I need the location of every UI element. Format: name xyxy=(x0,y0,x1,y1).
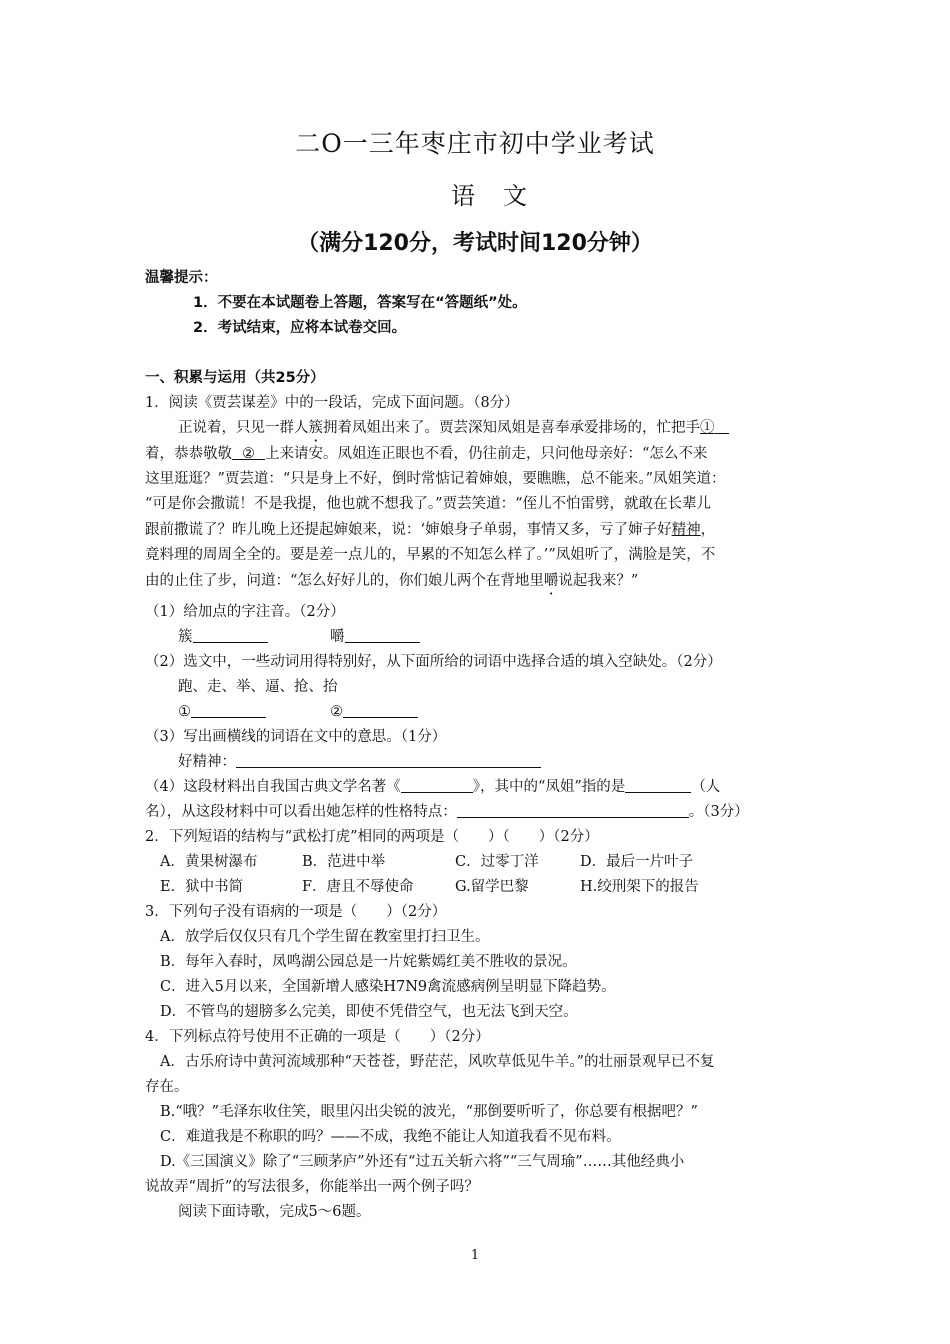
tips-heading: 温馨提示： xyxy=(145,270,218,286)
q1-sub1-answer-2: 嚼 xyxy=(330,627,420,647)
q1-passage-line-2: 着，恭恭敬敬 ② 上来请安。凤姐连正眼也不看，仍往前走，只问他母亲好：“怎么不来 xyxy=(145,446,708,462)
q1-sub2-answer-1: ① xyxy=(178,702,266,722)
q3-stem: 3．下列句子没有语病的一项是（ ）（2分） xyxy=(145,904,447,920)
q1-sub3-answer: 好精神： xyxy=(178,752,541,772)
q1-passage-line-7: 由的止住了步，问道：“怎么好好儿的，你们娘儿两个在背地里嚼说起我来？” xyxy=(145,573,639,589)
q4-stem: 4．下列标点符号使用不正确的一项是（ ）（2分） xyxy=(145,1029,490,1045)
q4-option-a-line-1: A．古乐府诗中黄河流域那种“天苍苍，野茫茫，风吹草低见牛羊。”的壮丽景观早已不复 xyxy=(160,1054,715,1070)
q1-sub1-question: （1）给加点的字注音。（2分） xyxy=(145,604,345,620)
q1-sub4-line-1: （4）这段材料出自我国古典文学名著《 》，其中的“凤姐”指的是 （人 xyxy=(145,779,721,795)
underlined-word: 精神 xyxy=(671,522,701,538)
page-number: 1 xyxy=(470,1248,480,1263)
q2-option-c: C．过零丁洋 xyxy=(455,854,539,870)
q3-option-a: A．放学后仅仅只有几个学生留在教室里打扫卫生。 xyxy=(160,929,490,945)
q2-option-f: F．唐且不辱使命 xyxy=(302,879,414,895)
blank-marker-1: ① xyxy=(700,420,715,436)
q4-option-a-line-2: 存在。 xyxy=(145,1079,189,1095)
reading-prompt: 阅读下面诗歌，完成5～6题。 xyxy=(178,1204,371,1220)
q1-passage-line-3: 这里逛逛？”贾芸道：“只是身上不好，倒时常惦记着婶娘，要瞧瞧，总不能来。”凤姐笑道： xyxy=(145,471,726,487)
q2-option-a: A．黄果树瀑布 xyxy=(160,854,258,870)
q1-sub2-words: 跑、走、举、逼、抢、抬 xyxy=(178,679,338,695)
q1-sub4-line-2: 名），从这段材料中可以看出她怎样的性格特点： 。（3分） xyxy=(145,804,749,820)
q2-stem: 2．下列短语的结构与“武松打虎”相同的两项是（ ）（ ）（2分） xyxy=(145,829,599,845)
q4-option-d-line-2: 说故弄“周折”的写法很多，你能举出一两个例子吗？ xyxy=(145,1179,479,1195)
q3-option-b: B．每年入春时，凤鸣湖公园总是一片姹紫嫣红美不胜收的景况。 xyxy=(160,954,577,970)
q3-option-c: C．进入5月以来，全国新增人感染H7N9禽流感病例呈明显下降趋势。 xyxy=(160,979,616,995)
dotted-char-cu: 簇 xyxy=(308,420,323,436)
q1-sub3-question: （3）写出画横线的词语在文中的意思。（1分） xyxy=(145,729,447,745)
q1-passage-line-5: 跟前撒谎了？昨儿晚上还提起婶娘来，说：‘婶娘身子单弱，事情又多，亏了婶子好精神， xyxy=(145,522,716,538)
dotted-char-jiao: 嚼 xyxy=(543,573,559,589)
q4-option-d-line-1: D.《三国演义》除了“三顾茅庐”外还有“过五关斩六将”“三气周瑜”……其他经典小 xyxy=(160,1154,685,1170)
q2-option-b: B．范进中举 xyxy=(302,854,386,870)
q1-passage-line-4: “可是你会撒谎！不是我提，他也就不想我了。”贾芸笑道：“侄儿不怕雷劈，就敢在长辈儿 xyxy=(145,496,711,512)
q1-passage-line-1: 正说着，只见一群人簇拥着凤姐出来了。贾芸深知凤姐是喜奉承爱排场的，忙把手① xyxy=(178,418,729,438)
q1-stem: 1．阅读《贾芸谋差》中的一段话，完成下面问题。（8分） xyxy=(145,395,519,411)
tip-item-2: 2．考试结束，应将本试卷交回。 xyxy=(193,320,407,336)
exam-title: 二O一三年枣庄市初中学业考试 xyxy=(295,129,655,158)
exam-info: （满分120分，考试时间120分钟） xyxy=(297,231,653,256)
q4-option-c: C．难道我是不称职的吗？——不成，我绝不能让人知道我看不见布料。 xyxy=(160,1129,621,1145)
q2-option-h: H.绞刑架下的报告 xyxy=(580,879,699,895)
q1-sub2-question: （2）选文中，一些动词用得特别好，从下面所给的词语中选择合适的填入空缺处。（2分） xyxy=(145,654,722,670)
q4-option-b: B.“哦？”毛泽东收住笑，眼里闪出尖锐的波光，“那倒要听听了，你总要有根据吧？” xyxy=(160,1104,698,1120)
q2-option-d: D．最后一片叶子 xyxy=(580,854,694,870)
q1-sub1-answer-1: 簇 xyxy=(178,627,268,647)
q2-option-g: G.留学巴黎 xyxy=(455,879,529,895)
section1-heading: 一、积累与运用（共25分） xyxy=(145,370,325,386)
q2-option-e: E．狱中书简 xyxy=(160,879,244,895)
q3-option-d: D．不管鸟的翅膀多么完美，即使不凭借空气，也无法飞到天空。 xyxy=(160,1004,578,1020)
q1-sub2-answer-2: ② xyxy=(330,702,418,722)
subject-title: 语文 xyxy=(451,182,555,210)
blank-marker-2: ② xyxy=(242,446,255,462)
tip-item-1: 1．不要在本试题卷上答题，答案写在“答题纸”处。 xyxy=(193,295,527,311)
q1-passage-line-6: 竟料理的周周全全的。要是差一点儿的，早累的不知怎么样了。’”凤姐听了，满脸是笑，不 xyxy=(145,547,716,563)
